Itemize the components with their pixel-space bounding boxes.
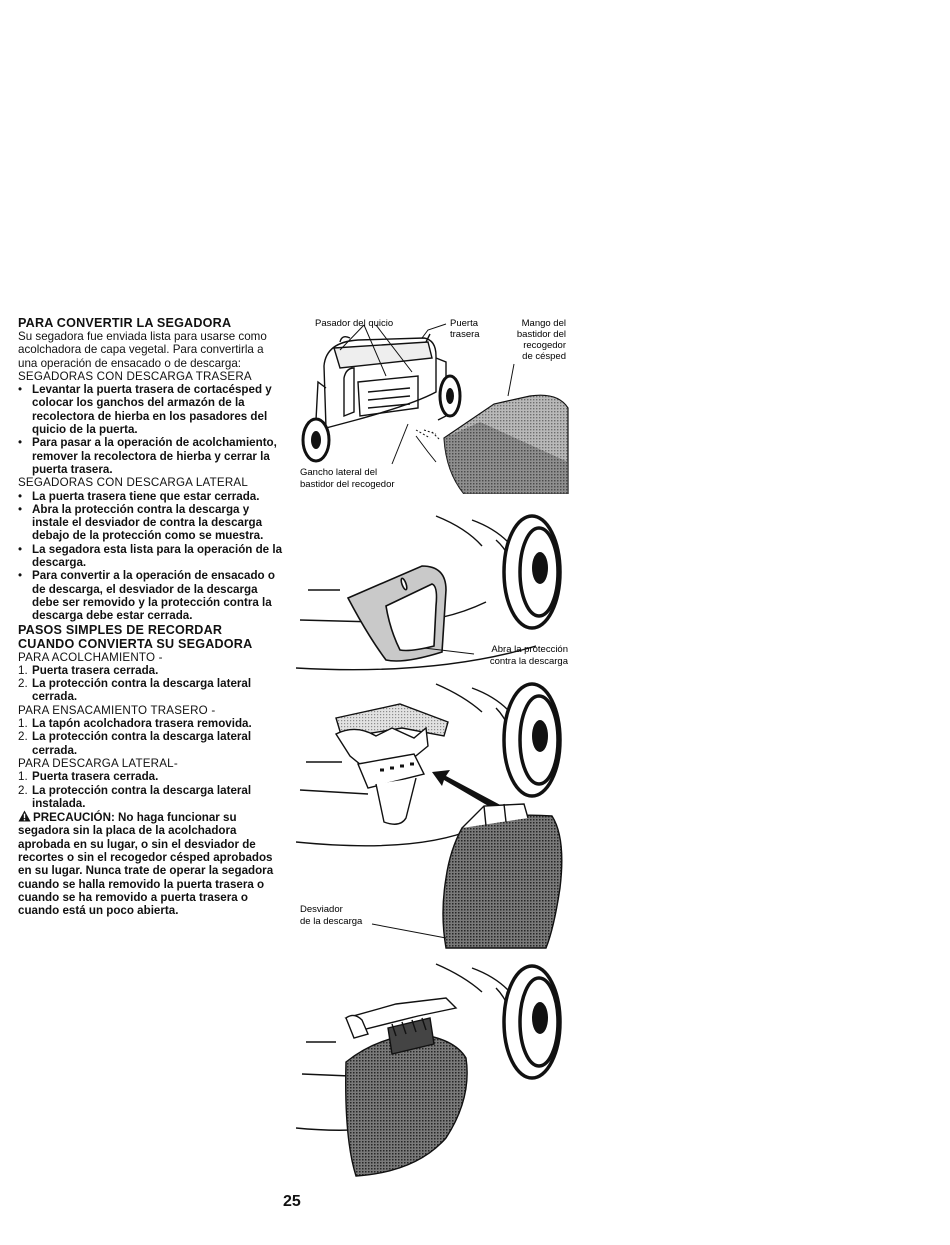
- caution-paragraph: [18, 810, 286, 917]
- mulch-title: PARA ACOLCHAMIENTO -: [18, 650, 163, 664]
- list-item: 2. La protección contra la descarga lateral cerrada.: [18, 677, 252, 704]
- list-item: 1. Puerta trasera cerrada.: [18, 770, 159, 784]
- rear-bagger-figure: [296, 312, 572, 494]
- hook-label-line1: Gancho lateral del: [300, 467, 378, 478]
- handle-label-line1: Mango del: [521, 318, 566, 329]
- intro-paragraph: Su segadora fue enviada lista para usarse como acolchadora de capa vegetal. Para convertirla a una operación de ensacado o de descarga:: [18, 330, 267, 370]
- handle-label-line2: bastidor del: [516, 329, 566, 340]
- list-item: • La puerta trasera tiene que estar cerrada.: [18, 489, 260, 503]
- rear-discharge-list: [18, 383, 286, 476]
- steps-title-1: PASOS SIMPLES DE RECORDAR: [18, 622, 223, 637]
- pin-label: Pasador del quicio: [315, 318, 394, 329]
- warning-icon: [18, 810, 31, 822]
- wheel-icon: [504, 966, 560, 1078]
- wheel-icon: [303, 419, 329, 461]
- bagging-title: PARA ENSACAMIENTO TRASERO -: [18, 703, 216, 717]
- handle-label-line4: de césped: [522, 351, 566, 362]
- leader-line: [372, 924, 446, 938]
- section-heading: PARA CONVERTIR LA SEGADORA: [18, 316, 232, 330]
- side-discharge-list: [18, 490, 286, 623]
- open-guard-label-line2: contra la descarga: [489, 656, 568, 667]
- caution-label: PRECAUCIÓN:: [33, 811, 115, 825]
- door-label-line2: trasera: [450, 329, 480, 340]
- rear-discharge-title: SEGADORAS CON DESCARGA TRASERA: [18, 369, 252, 383]
- list-item: 2. La protección contra la descarga lateral instalada.: [18, 783, 252, 810]
- side-steps-title: PARA DESCARGA LATERAL-: [18, 756, 178, 770]
- list-item: • Para pasar a la operación de acolchamiento, remover la recolectora de hierba y cerrar la puerta trasera.: [18, 436, 277, 476]
- install-deflector-figure: [296, 678, 572, 956]
- list-item: • Para convertir a la operación de ensacado o de descarga, el desviador de la descarga debe ser removido y la protección contra la descarga debe estar cerrada.: [18, 569, 275, 623]
- list-item: 1. La tapón acolchadora trasera removida.: [18, 717, 252, 731]
- wheel-icon: [440, 376, 460, 416]
- side-steps: [18, 770, 286, 810]
- open-guard-label-line1: Abra la protección: [491, 644, 568, 655]
- list-item: • La segadora esta lista para la operación de la descarga.: [18, 542, 283, 570]
- bagging-steps: [18, 717, 286, 757]
- door-label-line1: Puerta: [450, 318, 478, 329]
- deflector-label-line1: Desviador: [300, 904, 343, 915]
- raised-guard-drawing: [336, 704, 448, 824]
- list-item: 1. Puerta trasera cerrada.: [18, 663, 159, 677]
- wheel-icon: [504, 516, 560, 628]
- steps-title-2: CUANDO CONVIERTA SU SEGADORA: [18, 636, 253, 651]
- hook-label-line2: bastidor del recogedor: [300, 479, 395, 490]
- list-item: • Abra la protección contra la descarga y instale el desviador de contra la descarga debajo de la protección como se muestra.: [18, 502, 264, 543]
- handle-label-line3: recogedor: [523, 340, 566, 351]
- side-discharge-title: SEGADORAS CON DESCARGA LATERAL: [18, 476, 248, 490]
- mulch-steps: [18, 664, 286, 704]
- installed-deflector-drawing: [346, 998, 467, 1176]
- mower-deck-drawing: [316, 334, 446, 428]
- caution-text: No haga funcionar su segadora sin la placa de la acolchadora aprobada en su lugar, o sin el desviador de recortes o sin el recogedor césped aprobados en su lugar. Nunca trate de operar la segadora cuando se halla removido la puerta trasera o cuando se ha removido a puerta trasera o cuando está un poco abierta.: [18, 811, 274, 918]
- list-item: • Levantar la puerta trasera de cortacésped y colocar los ganchos del armazón de la recolectora de hierba en los pasadores del quicio de la puerta.: [18, 383, 272, 437]
- discharge-deflector-drawing: [443, 804, 562, 948]
- discharge-guard-drawing: [348, 566, 446, 661]
- deflector-label-line2: de la descarga: [300, 916, 363, 927]
- wheel-icon: [504, 684, 560, 796]
- deflector-installed-figure: [296, 958, 572, 1180]
- page-number: 25: [283, 1193, 301, 1210]
- instruction-column: [18, 316, 286, 917]
- list-item: 2. La protección contra la descarga lateral cerrada.: [18, 730, 252, 757]
- open-guard-figure: [296, 506, 572, 678]
